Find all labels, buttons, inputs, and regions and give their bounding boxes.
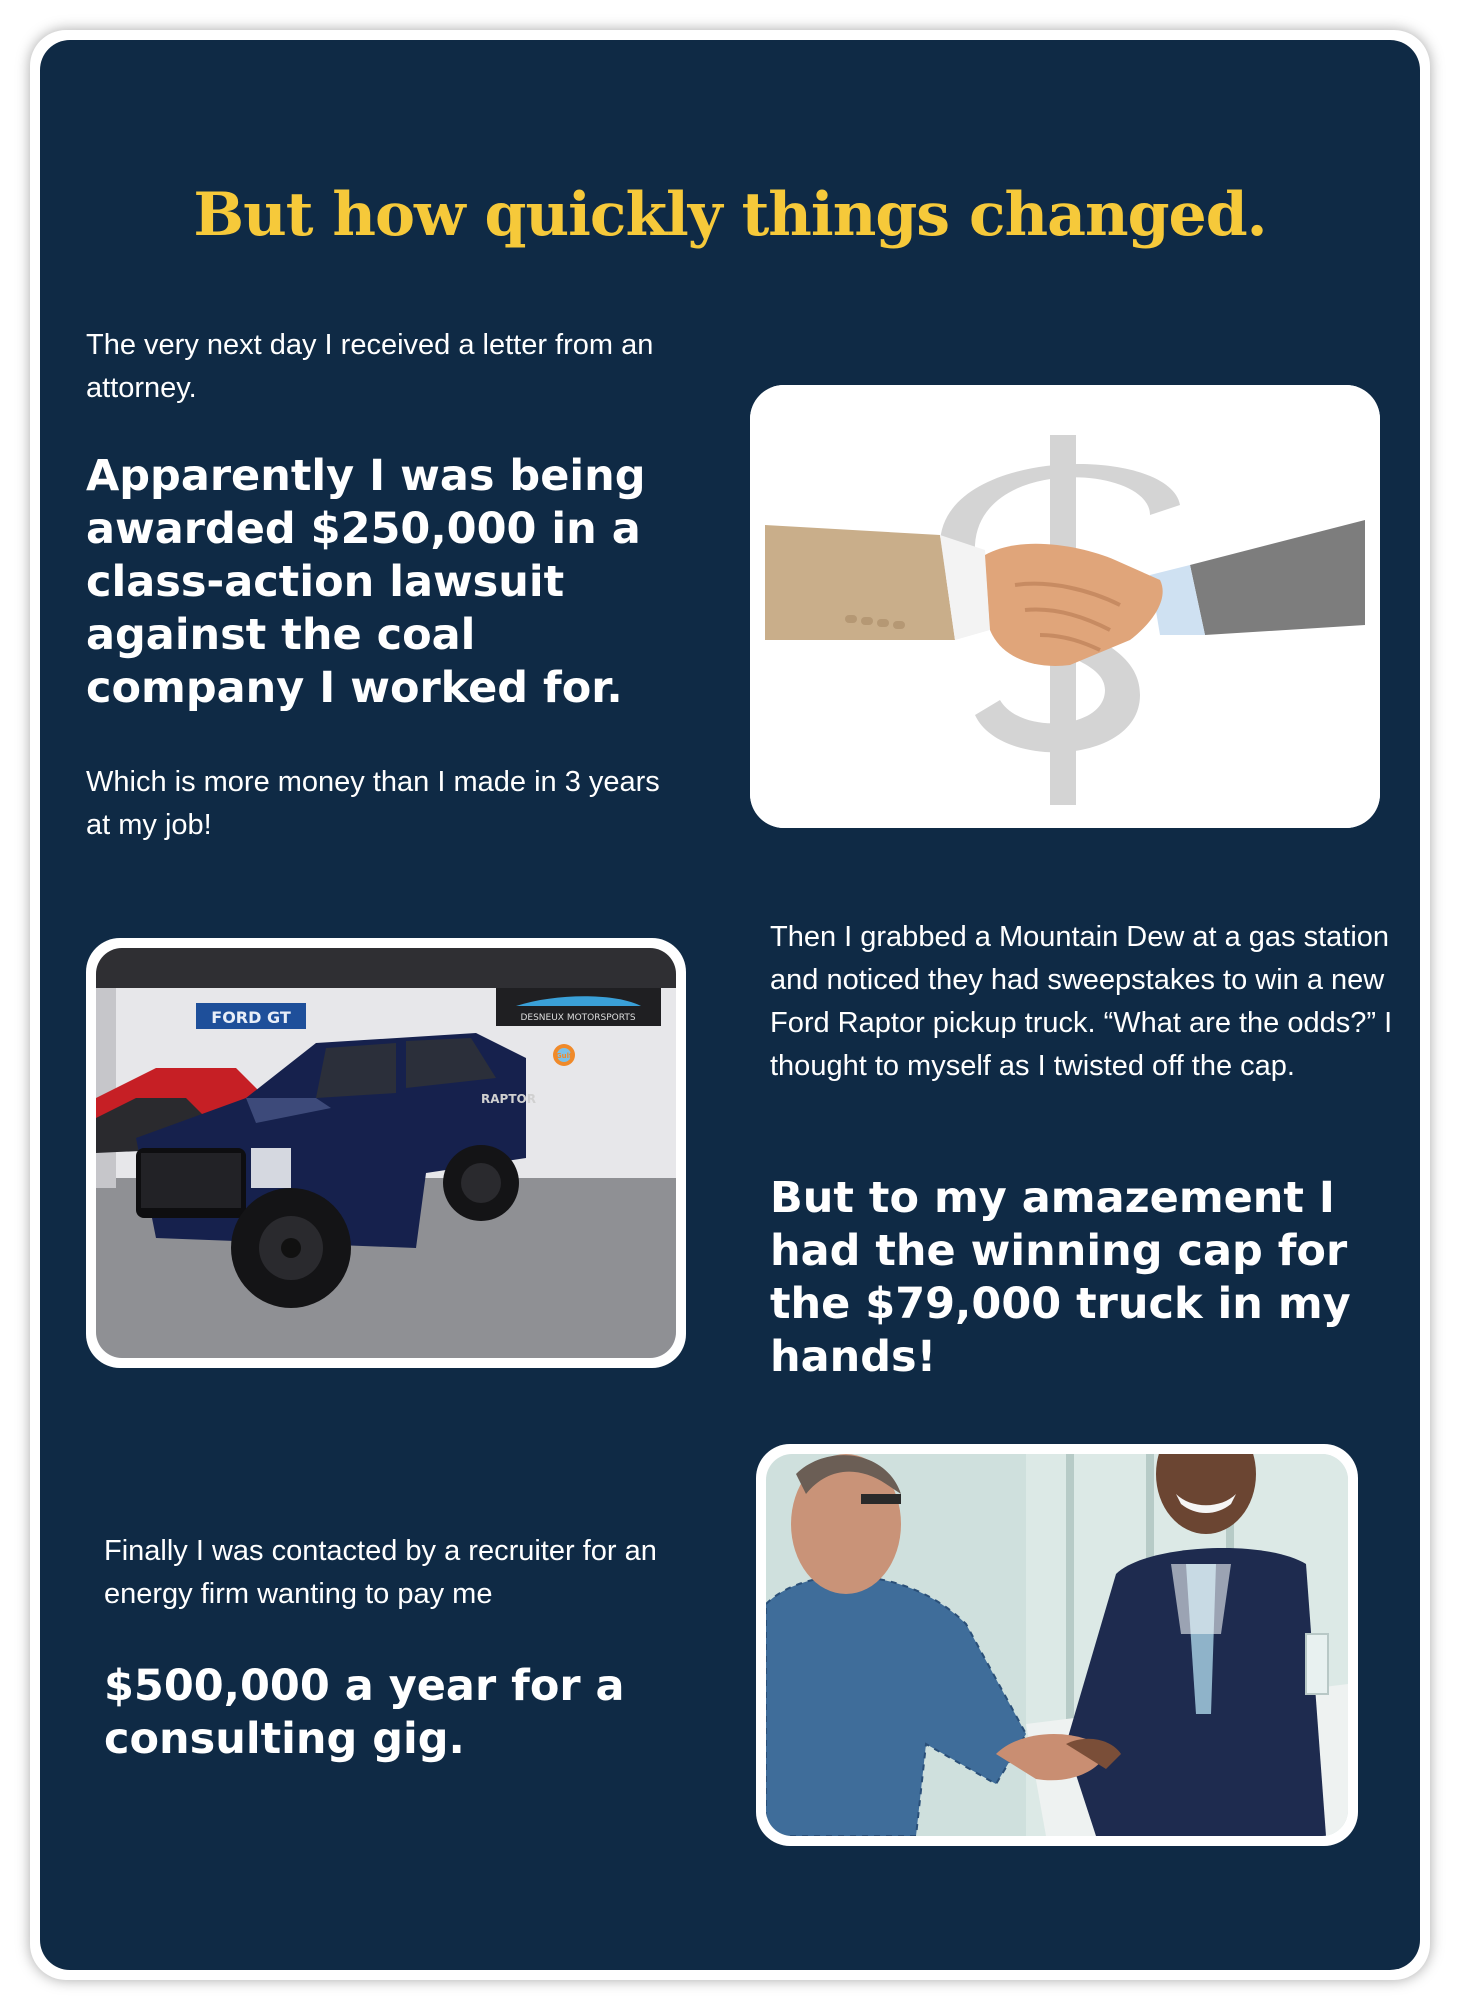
section1-followup: Which is more money than I made in 3 years at my job! <box>86 766 660 841</box>
truck-showroom-photo <box>96 948 676 1358</box>
section1-intro: The very next day I received a letter from an attorney. <box>86 329 654 404</box>
handshake-dollar-image <box>750 385 1380 828</box>
raptor-decal: RAPTOR <box>481 1092 536 1106</box>
dealer-text: DESNEUX MOTORSPORTS <box>520 1013 636 1023</box>
handshake-dollar-illustration <box>750 385 1380 828</box>
glass-shape <box>1306 1634 1328 1694</box>
meeting-image <box>756 1444 1358 1846</box>
left-arm-icon <box>765 525 990 640</box>
section2-intro: Then I grabbed a Mountain Dew at a gas station and noticed they had sweepstakes to win a new Ford Raptor pickup truck. “What are the odds?” I thought to myself as I twisted off the cap. <box>770 921 1393 1082</box>
ford-gt-text: FORD GT <box>211 1008 291 1027</box>
section3-highlight: $500,000 a year for a consulting gig. <box>104 1661 625 1764</box>
section3-intro: Finally I was contacted by a recruiter for an energy firm wanting to pay me <box>104 1535 657 1610</box>
section2-highlight: But to my amazement I had the winning cap for the $79,000 truck in my hands! <box>770 1173 1351 1382</box>
article-card <box>30 30 1430 1980</box>
story-panel <box>40 40 1420 1970</box>
gulf-text: Gulf <box>555 1052 573 1060</box>
headline: But how quickly things changed. <box>193 180 1267 250</box>
section1-highlight: Apparently I was being awarded $250,000 in a class-action lawsuit against the coal company I worked for. <box>86 451 646 713</box>
truck-image <box>86 938 686 1368</box>
business-meeting-photo <box>766 1454 1348 1836</box>
